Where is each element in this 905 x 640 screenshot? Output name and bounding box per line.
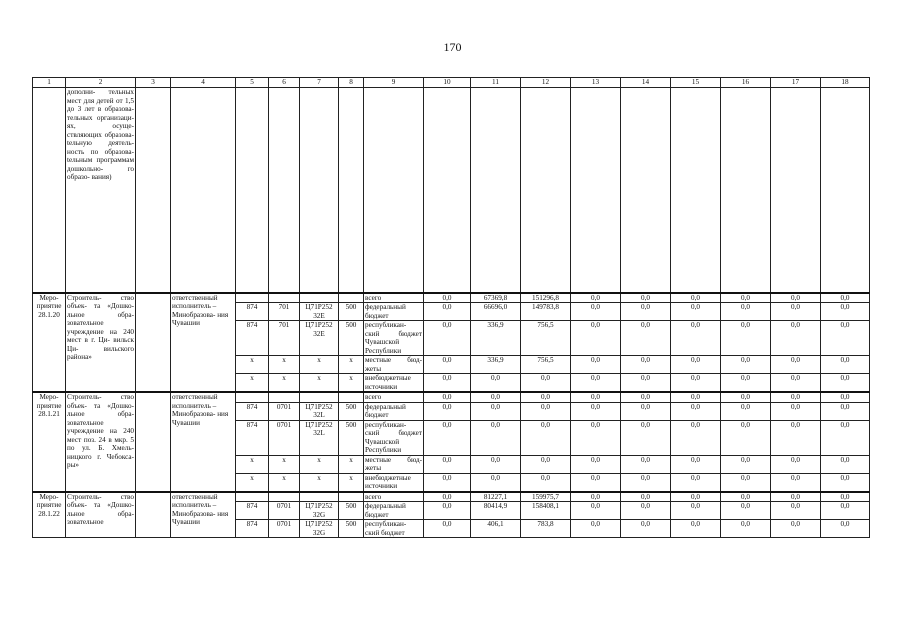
amount-cell: 0,0: [471, 392, 521, 402]
amount-cell: 0,0: [521, 392, 571, 402]
code-section: х: [269, 455, 300, 473]
amount-cell: 0,0: [771, 402, 821, 420]
amount-cell: 0,0: [821, 321, 870, 356]
code-type: 500: [339, 402, 364, 420]
amount-cell: 0,0: [571, 492, 621, 502]
amount-cell: 0,0: [821, 293, 870, 303]
amount-cell: 0,0: [721, 374, 771, 393]
amount-cell: 0,0: [721, 473, 771, 492]
amount-cell: 0,0: [571, 321, 621, 356]
event-name: Строитель- ство объек- та «Дошко- льное обра- зовательное: [66, 492, 136, 538]
amount-cell: 0,0: [424, 303, 471, 321]
amount-cell: 0,0: [471, 420, 521, 455]
code-type: 500: [339, 420, 364, 455]
code-grbs: 874: [236, 321, 269, 356]
code-section: [269, 392, 300, 402]
amount-cell: 0,0: [424, 356, 471, 374]
code-target: [300, 392, 339, 402]
amount-cell: 0,0: [621, 392, 671, 402]
continuation-row: [33, 88, 870, 293]
code-section: х: [269, 374, 300, 393]
amount-cell: 336,9: [471, 356, 521, 374]
amount-cell: 756,5: [521, 321, 571, 356]
amount-cell: 0,0: [571, 402, 621, 420]
column-number-cell: 3: [136, 78, 171, 88]
code-target: Ц71Р252 32G: [300, 520, 339, 538]
column-number-cell: 7: [300, 78, 339, 88]
column-number-cell: 17: [771, 78, 821, 88]
amount-cell: 0,0: [721, 392, 771, 402]
code-type: х: [339, 473, 364, 492]
code-section: [269, 293, 300, 303]
column-number-row: [33, 78, 870, 88]
amount-cell: 0,0: [571, 392, 621, 402]
amount-cell: 0,0: [621, 321, 671, 356]
amount-cell: 0,0: [721, 502, 771, 520]
code-target: х: [300, 374, 339, 393]
amount-cell: 151296,8: [521, 293, 571, 303]
amount-cell: 0,0: [571, 374, 621, 393]
code-target: х: [300, 356, 339, 374]
code-target: [300, 492, 339, 502]
amount-cell: 0,0: [671, 374, 721, 393]
column-number-cell: 1: [33, 78, 66, 88]
code-section: 0701: [269, 402, 300, 420]
code-target: х: [300, 455, 339, 473]
amount-cell: 0,0: [671, 402, 721, 420]
continuation-text: дополни- тельных мест для детей от 1,5 до 3 лет в образова- тельных организаци- ях, осуще- ствляющих образова- tельную деятель- ность по образова- tельным программам дошкольно- го образо- вания): [66, 88, 136, 293]
amount-cell: 783,8: [521, 520, 571, 538]
funding-source: республикан- ский бюджет Чувашской Республики: [365, 420, 422, 454]
funding-source: местные бюд- жеты: [365, 455, 422, 472]
column-number-cell: 8: [339, 78, 364, 88]
amount-cell: 0,0: [771, 321, 821, 356]
amount-cell: 0,0: [621, 492, 671, 502]
amount-cell: 0,0: [424, 473, 471, 492]
amount-cell: 0,0: [621, 374, 671, 393]
code-target: Ц71Р252 32G: [300, 502, 339, 520]
amount-cell: 0,0: [771, 303, 821, 321]
amount-cell: 0,0: [721, 455, 771, 473]
code-grbs: 874: [236, 520, 269, 538]
amount-cell: 0,0: [771, 492, 821, 502]
amount-cell: 756,5: [521, 356, 571, 374]
amount-cell: 0,0: [621, 473, 671, 492]
code-target: Ц71Р252 32L: [300, 420, 339, 455]
amount-cell: 0,0: [424, 374, 471, 393]
code-grbs: х: [236, 374, 269, 393]
code-type: 500: [339, 303, 364, 321]
code-target: Ц71Р252 32Е: [300, 321, 339, 356]
code-section: 0701: [269, 502, 300, 520]
event-name: Строитель- ство объек- та «Дошко- льное обра- зовательное учреждение на 240 мест поз. 24 в мкр. 5 по ул. Б. Хмель- ницкого г. Чебокса- ры»: [66, 392, 136, 492]
amount-cell: 0,0: [424, 492, 471, 502]
amount-cell: 0,0: [721, 402, 771, 420]
amount-cell: 0,0: [721, 303, 771, 321]
amount-cell: 0,0: [521, 420, 571, 455]
column-number-cell: 13: [571, 78, 621, 88]
column-number-cell: 11: [471, 78, 521, 88]
amount-cell: 0,0: [424, 502, 471, 520]
amount-cell: 0,0: [821, 356, 870, 374]
amount-cell: 0,0: [771, 473, 821, 492]
code-grbs: 874: [236, 303, 269, 321]
amount-cell: 0,0: [621, 356, 671, 374]
column-number-cell: 16: [721, 78, 771, 88]
funding-source: внебюджетные источники: [364, 473, 424, 492]
code-target: [300, 293, 339, 303]
code-type: 500: [339, 520, 364, 538]
amount-cell: 81227,1: [471, 492, 521, 502]
amount-cell: 0,0: [571, 293, 621, 303]
executor-cell: ответственный исполнитель – Минобразова- ния Чувашии: [171, 492, 236, 538]
code-grbs: х: [236, 356, 269, 374]
code-type: 500: [339, 502, 364, 520]
amount-cell: 0,0: [521, 402, 571, 420]
amount-cell: 0,0: [671, 293, 721, 303]
amount-cell: 0,0: [571, 420, 621, 455]
executor-cell: ответственный исполнитель – Минобразова- ния Чувашии: [171, 392, 236, 492]
amount-cell: 0,0: [671, 356, 721, 374]
code-type: 500: [339, 321, 364, 356]
code-type: [339, 392, 364, 402]
code-type: х: [339, 356, 364, 374]
funding-source: республикан- ский бюджет Чувашской Республики: [365, 321, 422, 355]
funding-source: всего: [364, 293, 424, 303]
amount-cell: 0,0: [721, 520, 771, 538]
code-section: х: [269, 473, 300, 492]
column-number-cell: 5: [236, 78, 269, 88]
amount-cell: 0,0: [721, 492, 771, 502]
funding-source: федеральный бюджет: [364, 303, 424, 321]
code-section: [269, 492, 300, 502]
code-grbs: 874: [236, 402, 269, 420]
amount-cell: 0,0: [821, 392, 870, 402]
amount-cell: 0,0: [671, 420, 721, 455]
budget-row: [33, 293, 870, 303]
funding-source: республикан- ский бюджет: [364, 520, 424, 538]
amount-cell: 0,0: [571, 473, 621, 492]
code-section: 0701: [269, 520, 300, 538]
amount-cell: 158408,1: [521, 502, 571, 520]
column-number-cell: 10: [424, 78, 471, 88]
code-grbs: [236, 293, 269, 303]
code-grbs: [236, 492, 269, 502]
amount-cell: 0,0: [771, 356, 821, 374]
budget-table: [32, 77, 870, 538]
column-number-cell: 14: [621, 78, 671, 88]
column-number-cell: 15: [671, 78, 721, 88]
amount-cell: 0,0: [571, 455, 621, 473]
code-section: 0701: [269, 420, 300, 455]
code-grbs: х: [236, 473, 269, 492]
amount-cell: 0,0: [721, 321, 771, 356]
amount-cell: 0,0: [821, 374, 870, 393]
amount-cell: 0,0: [821, 455, 870, 473]
amount-cell: 0,0: [471, 374, 521, 393]
amount-cell: 0,0: [471, 473, 521, 492]
amount-cell: 0,0: [671, 492, 721, 502]
amount-cell: 336,9: [471, 321, 521, 356]
funding-source: федеральный бюджет: [364, 402, 424, 420]
amount-cell: 149783,8: [521, 303, 571, 321]
amount-cell: 67369,8: [471, 293, 521, 303]
code-target: х: [300, 473, 339, 492]
amount-cell: 0,0: [571, 356, 621, 374]
funding-source: местные бюд- жеты: [365, 356, 422, 373]
page-number: 170: [443, 40, 462, 54]
amount-cell: 0,0: [671, 321, 721, 356]
code-grbs: 874: [236, 502, 269, 520]
amount-cell: 0,0: [821, 303, 870, 321]
code-section: 701: [269, 303, 300, 321]
code-type: [339, 492, 364, 502]
empty-cell: [136, 293, 171, 393]
column-number-cell: 9: [364, 78, 424, 88]
amount-cell: 0,0: [771, 374, 821, 393]
amount-cell: 0,0: [821, 492, 870, 502]
amount-cell: 0,0: [424, 420, 471, 455]
amount-cell: 0,0: [471, 455, 521, 473]
amount-cell: 0,0: [671, 502, 721, 520]
amount-cell: 0,0: [771, 502, 821, 520]
amount-cell: 159975,7: [521, 492, 571, 502]
amount-cell: 0,0: [621, 420, 671, 455]
amount-cell: 0,0: [471, 402, 521, 420]
funding-source: всего: [364, 392, 424, 402]
code-type: х: [339, 374, 364, 393]
budget-row: [33, 392, 870, 402]
amount-cell: 0,0: [821, 402, 870, 420]
amount-cell: 0,0: [424, 520, 471, 538]
amount-cell: 0,0: [771, 392, 821, 402]
amount-cell: 0,0: [821, 502, 870, 520]
amount-cell: 0,0: [671, 392, 721, 402]
column-number-cell: 18: [821, 78, 870, 88]
funding-source: федеральный бюджет: [364, 502, 424, 520]
amount-cell: 0,0: [424, 402, 471, 420]
column-number-cell: 2: [66, 78, 136, 88]
budget-row: [33, 492, 870, 502]
event-label: Меро- приятие 28.1.20: [33, 293, 66, 393]
amount-cell: 0,0: [571, 520, 621, 538]
amount-cell: 0,0: [521, 455, 571, 473]
amount-cell: 0,0: [771, 520, 821, 538]
column-number-cell: 6: [269, 78, 300, 88]
funding-source: всего: [364, 492, 424, 502]
funding-source: внебюджетные источники: [364, 374, 424, 393]
amount-cell: 0,0: [671, 455, 721, 473]
amount-cell: 0,0: [571, 502, 621, 520]
executor-cell: ответственный исполнитель – Минобразова- ния Чувашии: [171, 293, 236, 393]
code-target: Ц71Р252 32Е: [300, 303, 339, 321]
empty-cell: [136, 492, 171, 538]
code-section: 701: [269, 321, 300, 356]
code-type: х: [339, 455, 364, 473]
amount-cell: 0,0: [621, 293, 671, 303]
amount-cell: 406,1: [471, 520, 521, 538]
amount-cell: 0,0: [621, 303, 671, 321]
amount-cell: 0,0: [721, 420, 771, 455]
column-number-cell: 12: [521, 78, 571, 88]
amount-cell: 0,0: [721, 293, 771, 303]
amount-cell: 0,0: [424, 293, 471, 303]
event-label: Меро- приятие 28.1.22: [33, 492, 66, 538]
amount-cell: 0,0: [721, 356, 771, 374]
amount-cell: 0,0: [424, 392, 471, 402]
amount-cell: 0,0: [621, 402, 671, 420]
column-number-cell: 4: [171, 78, 236, 88]
amount-cell: 66696,0: [471, 303, 521, 321]
amount-cell: 0,0: [771, 455, 821, 473]
amount-cell: 0,0: [521, 374, 571, 393]
event-label: Меро- приятие 28.1.21: [33, 392, 66, 492]
amount-cell: 0,0: [671, 520, 721, 538]
amount-cell: 0,0: [521, 473, 571, 492]
code-grbs: [236, 392, 269, 402]
code-grbs: 874: [236, 420, 269, 455]
amount-cell: 0,0: [821, 420, 870, 455]
amount-cell: 0,0: [821, 520, 870, 538]
amount-cell: 0,0: [671, 473, 721, 492]
code-section: х: [269, 356, 300, 374]
code-type: [339, 293, 364, 303]
amount-cell: 0,0: [771, 420, 821, 455]
amount-cell: 0,0: [424, 321, 471, 356]
amount-cell: 0,0: [771, 293, 821, 303]
amount-cell: 0,0: [671, 303, 721, 321]
amount-cell: 0,0: [571, 303, 621, 321]
amount-cell: 0,0: [621, 520, 671, 538]
amount-cell: 0,0: [621, 455, 671, 473]
amount-cell: 0,0: [621, 502, 671, 520]
code-target: Ц71Р252 32L: [300, 402, 339, 420]
empty-cell: [136, 392, 171, 492]
amount-cell: 0,0: [821, 473, 870, 492]
event-name: Строитель- ство объек- та «Дошко- льное обра- зовательное учреждение на 240 мест в г. Ци- вильск Ци- вильского района»: [66, 293, 136, 393]
amount-cell: 80414,9: [471, 502, 521, 520]
amount-cell: 0,0: [424, 455, 471, 473]
code-grbs: х: [236, 455, 269, 473]
